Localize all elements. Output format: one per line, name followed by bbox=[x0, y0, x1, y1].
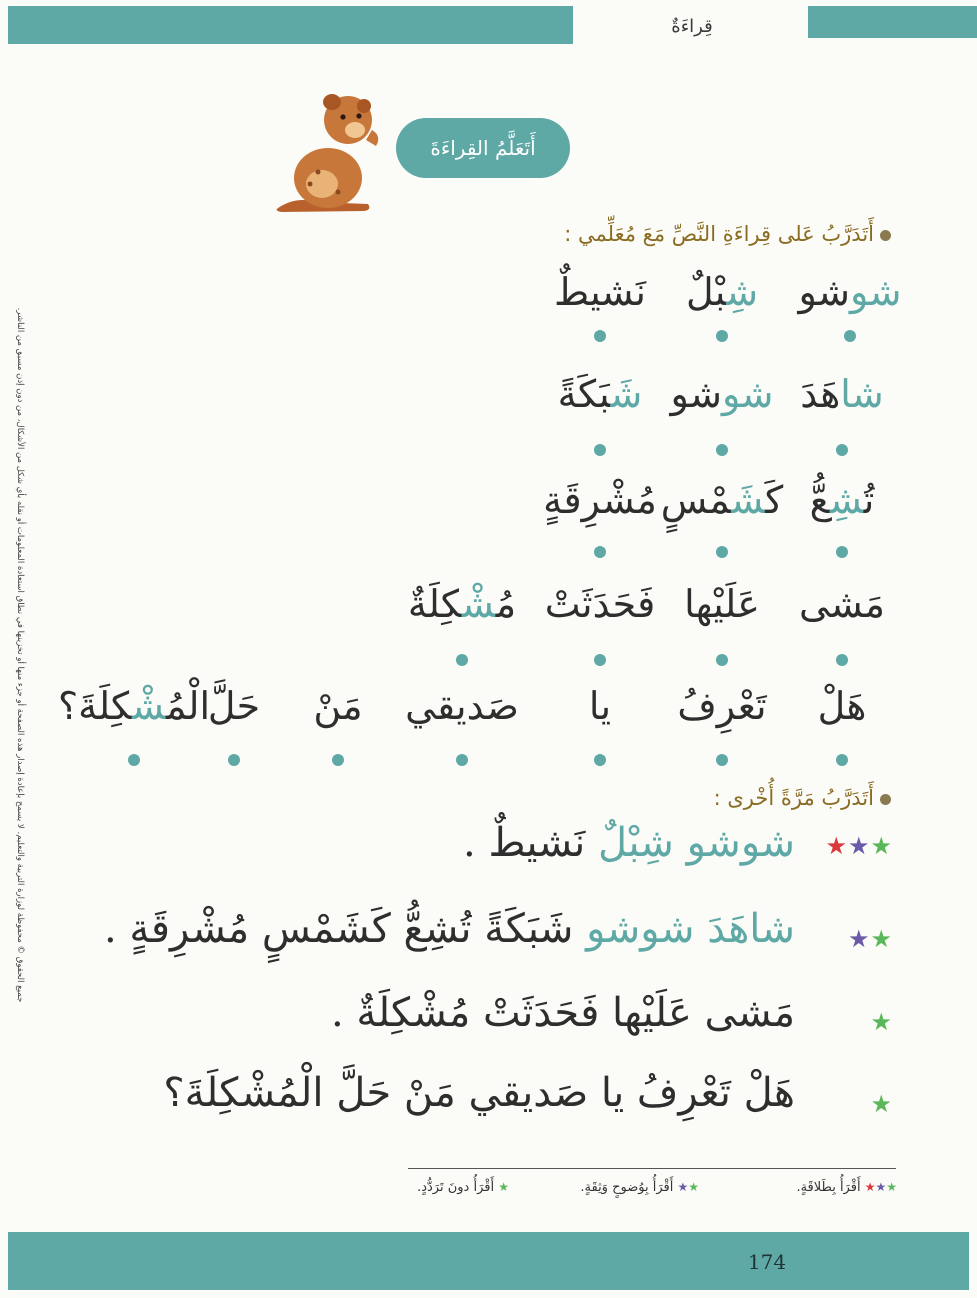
reading-dot bbox=[594, 444, 606, 456]
reading-word: شِبْلٌ bbox=[685, 270, 759, 314]
star-icon: ★★★ bbox=[864, 1180, 897, 1194]
legend-clear bbox=[580, 1180, 699, 1195]
star-icon: ★★ bbox=[847, 925, 893, 953]
legend-no-hesitation-text: أَقْرَأُ دونَ تَرَدُّدٍ. bbox=[417, 1180, 495, 1195]
reading-word: شاهَدَ bbox=[800, 372, 884, 416]
instruction-practice-with-teacher bbox=[564, 222, 891, 246]
reading-dot bbox=[836, 444, 848, 456]
section-title: قِراءَةٌ bbox=[671, 16, 713, 37]
reading-dot bbox=[844, 330, 856, 342]
reading-dot bbox=[716, 546, 728, 558]
reading-word: عَلَيْها bbox=[684, 582, 760, 626]
footer-band bbox=[8, 1232, 969, 1290]
reading-dot bbox=[594, 546, 606, 558]
lion-cub-illustration bbox=[268, 80, 388, 215]
reading-word: هَلْ bbox=[817, 684, 867, 728]
reading-dot bbox=[594, 754, 606, 766]
reading-dot bbox=[456, 754, 468, 766]
reading-dot bbox=[456, 654, 468, 666]
reading-dot bbox=[716, 444, 728, 456]
legend-divider bbox=[408, 1168, 896, 1169]
practice-sentence: شوشو شِبْلٌ نَشيطٌ . bbox=[463, 820, 795, 866]
reading-word: حَلَّ bbox=[207, 684, 261, 728]
reading-word: شوشو bbox=[798, 270, 902, 314]
page-number: 174 bbox=[747, 1250, 787, 1274]
star-icon: ★★★ bbox=[825, 832, 893, 860]
reading-dot bbox=[716, 330, 728, 342]
copyright-text: جميع الحقوق © محفوظة لوزارة التربية والتعليم. لا يسمح بإعادة إصدار هذه الصفحة أو جزء منها أو تخزينها في نطاق استعادة المعلومات أو نقله بأي شكل من الأشكال، من دون إذن مسبق من الناشر. bbox=[15, 307, 25, 1003]
reading-dot bbox=[836, 754, 848, 766]
legend-fluent bbox=[796, 1180, 897, 1195]
header-band-left bbox=[8, 6, 573, 44]
header-band-right bbox=[808, 6, 977, 38]
reading-word: مَنْ bbox=[313, 684, 363, 728]
reading-word: يا bbox=[588, 684, 612, 728]
lesson-title-badge bbox=[396, 118, 570, 178]
instruction-practice-again bbox=[714, 786, 891, 810]
reading-word: مَشى bbox=[799, 582, 885, 626]
practice-sentence: مَشى عَلَيْها فَحَدَثَتْ مُشْكِلَةٌ . bbox=[330, 990, 795, 1036]
reading-dot bbox=[836, 546, 848, 558]
instruction-bullet bbox=[880, 230, 891, 241]
reading-word: مُشْرِقَةٍ bbox=[543, 478, 657, 522]
reading-dot bbox=[594, 654, 606, 666]
reading-dot bbox=[594, 330, 606, 342]
reading-dot bbox=[836, 654, 848, 666]
reading-word: تَعْرِفُ bbox=[677, 684, 767, 728]
reading-word: الْمُشْكِلَةَ؟ bbox=[57, 684, 211, 728]
practice-sentence: هَلْ تَعْرِفُ يا صَديقي مَنْ حَلَّ الْمُشْكِلَةَ؟ bbox=[163, 1070, 795, 1116]
reading-dot bbox=[716, 754, 728, 766]
reading-word: نَشيطٌ bbox=[553, 270, 647, 314]
legend-fluent-text: أَقْرَأُ بِطَلاقَةٍ. bbox=[796, 1180, 861, 1195]
lesson-title: أَتَعَلَّمُ القِراءَةَ bbox=[430, 136, 536, 160]
reading-word: شوشو bbox=[670, 372, 774, 416]
reading-word: صَديقي bbox=[405, 684, 519, 728]
legend-clear-text: أَقْرَأُ بِوُضوحٍ وَثِقَةٍ. bbox=[580, 1180, 674, 1195]
reading-dot bbox=[128, 754, 140, 766]
reading-word: كَشَمْسٍ bbox=[660, 478, 784, 522]
instruction-text: أَتَدَرَّبُ مَرَّةً أُخْرى : bbox=[713, 786, 874, 810]
practice-sentence: شاهَدَ شوشو شَبَكَةً تُشِعُّ كَشَمْسٍ مُشْرِقَةٍ . bbox=[104, 906, 795, 952]
reading-dot bbox=[332, 754, 344, 766]
instruction-bullet bbox=[880, 794, 891, 805]
reading-word: شَبَكَةً bbox=[557, 372, 643, 416]
star-icon: ★ bbox=[498, 1180, 509, 1194]
reading-dot bbox=[228, 754, 240, 766]
instruction-text: أَتَدَرَّبُ عَلى قِراءَةِ النَّصِّ مَعَ مُعَلِّمي : bbox=[564, 222, 874, 246]
star-icon: ★ bbox=[870, 1008, 893, 1036]
reading-word: فَحَدَثَتْ bbox=[544, 582, 656, 626]
reading-word: مُشْكِلَةٌ bbox=[407, 582, 517, 626]
star-icon: ★ bbox=[870, 1090, 893, 1118]
copyright-note bbox=[10, 300, 30, 1010]
legend-no-hesitation bbox=[417, 1180, 509, 1195]
reading-word: تُشِعُّ bbox=[809, 478, 875, 522]
star-icon: ★★ bbox=[677, 1180, 699, 1194]
reading-dot bbox=[716, 654, 728, 666]
